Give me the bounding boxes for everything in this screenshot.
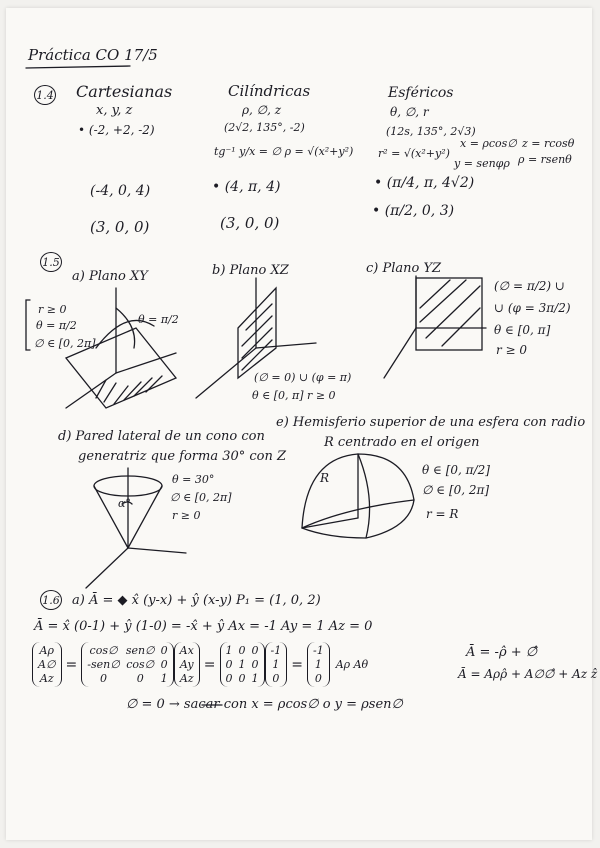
figure-plane-xy <box>66 288 176 408</box>
rotation-matrix: cos∅ sen∅ 0 -sen∅ cos∅ 0 0 0 1 <box>81 642 173 687</box>
problem-number-1-5: 1.5 <box>40 252 62 272</box>
case-d-label-2: generatriz que forma 30° con Z <box>78 449 287 464</box>
problem-number-1-4: 1.4 <box>34 85 56 105</box>
case-d-cond-2: ∅ ∈ [0, 2π] <box>170 491 232 504</box>
cart-row-2: (-4, 0, 4) <box>90 183 151 199</box>
transform-equation: Aρ A∅ Az = cos∅ sen∅ 0 -sen∅ cos∅ 0 0 0 1 Ax Ay Az = 1 0 0 0 1 0 0 0 1 -1 1 0 = -1 1 0 Aρ Aθ <box>32 642 368 687</box>
case-a-cond-3: ∅ ∈ [0, 2π] <box>34 337 96 350</box>
esf-row-2: • (π/4, π, 4√2) <box>374 175 475 191</box>
title-underline <box>26 66 130 68</box>
case-c-cond-4: r ≥ 0 <box>496 343 528 357</box>
esf-row-3: • (π/2, 0, 3) <box>372 203 455 219</box>
vector-cartesian: Ax Ay Az <box>174 642 200 687</box>
page-title: Práctica CO 17/5 <box>28 46 158 64</box>
esf-formula-1: r² = √(x²+y²) <box>378 147 450 160</box>
case-e-cond-3: r = R <box>426 507 459 521</box>
col-cartesianas-title: Cartesianas <box>76 82 173 101</box>
case-c-cond-1: (∅ = π/2) ∪ <box>494 279 565 293</box>
case-c-cond-2: ∪ (φ = 3π/2) <box>494 301 571 315</box>
case-a-cond-2: θ = π/2 <box>36 319 77 332</box>
case-d-label-1: d) Pared lateral de un cono con <box>58 429 265 444</box>
case-c-label: c) Plano YZ <box>366 261 442 276</box>
case-b-cond-1: (∅ = 0) ∪ (φ = π) <box>254 371 352 384</box>
case-e-radius: R <box>320 471 330 485</box>
esf-formula-2: x = ρcos∅ <box>460 137 517 150</box>
case-e-cond-2: ∅ ∈ [0, 2π] <box>422 483 490 497</box>
notebook-page <box>6 8 598 840</box>
cart-row-3: (3, 0, 0) <box>90 218 150 236</box>
esf-formula-4: z = rcosθ <box>522 137 575 150</box>
col-cilindricas-title: Cilíndricas <box>228 82 311 100</box>
cil-formula: tg⁻¹ y/x = ∅ ρ = √(x²+y²) <box>214 145 354 158</box>
esf-formula-3: y = senφρ <box>454 157 510 170</box>
cil-row-1: (2√2, 135°, -2) <box>224 121 305 134</box>
vector-result: -1 1 0 <box>307 642 330 687</box>
esf-formula-5: ρ = rsenθ <box>518 153 572 166</box>
case-e-label-2: R centrado en el origen <box>324 435 480 450</box>
col-cilindricas-vars: ρ, ∅, z <box>242 103 282 117</box>
p16-note: ∅ = 0 → sacar con x = ρcos∅ o y = ρsen∅ <box>126 697 403 712</box>
cart-row-1: • (-2, +2, -2) <box>78 123 155 137</box>
case-d-cond-1: θ = 30° <box>172 473 215 486</box>
p16-result-2: Ā = Aρρ̂ + A∅∅̂ + Az ẑ <box>458 667 598 681</box>
case-e-cond-1: θ ∈ [0, π/2] <box>422 463 490 477</box>
col-cartesianas-vars: x, y, z <box>96 103 133 118</box>
p16-line-2: Ā = x̂ (0-1) + ŷ (1-0) = -x̂ + ŷ Ax = -1 Ay = 1 Az = 0 <box>34 619 373 634</box>
figure-hemisphere <box>302 454 414 538</box>
vector-values: -1 1 0 <box>265 642 288 687</box>
p16-line-1: a) Ā = ◆ x̂ (y-x) + ŷ (x-y) P₁ = (1, 0, 2) <box>72 593 321 608</box>
col-esfericos-title: Esféricos <box>388 85 454 101</box>
problem-number-1-6: 1.6 <box>40 590 62 610</box>
cil-row-3: (3, 0, 0) <box>220 214 280 232</box>
figure-cone <box>86 468 186 588</box>
case-a-cond-1: r ≥ 0 <box>38 303 67 316</box>
figure-plane-xz <box>196 278 316 398</box>
case-d-cond-3: r ≥ 0 <box>172 509 201 522</box>
figures-layer <box>6 8 592 840</box>
result-tag: Aρ Aθ <box>335 658 369 671</box>
case-b-label: b) Plano XZ <box>212 263 289 278</box>
esf-row-1: (12s, 135°, 2√3) <box>386 125 476 138</box>
identity-matrix: 1 0 0 0 1 0 0 0 1 <box>220 642 265 687</box>
case-a-label: a) Plano XY <box>72 269 148 284</box>
case-c-cond-3: θ ∈ [0, π] <box>494 323 551 337</box>
case-e-label-1: e) Hemisferio superior de una esfera con radio <box>276 415 586 430</box>
cil-row-2: • (4, π, 4) <box>212 179 281 195</box>
figure-plane-yz <box>384 276 486 378</box>
col-esfericos-vars: θ, ∅, r <box>390 105 429 119</box>
case-a-angle: θ = π/2 <box>138 313 179 326</box>
p16-result-1: Ā = -ρ̂ + ∅̂ <box>466 645 538 660</box>
vector-spherical: Aρ A∅ Az <box>32 642 62 687</box>
case-d-angle: α° <box>118 497 131 510</box>
case-b-cond-2: θ ∈ [0, π] r ≥ 0 <box>252 389 336 402</box>
brace-a <box>26 300 30 350</box>
